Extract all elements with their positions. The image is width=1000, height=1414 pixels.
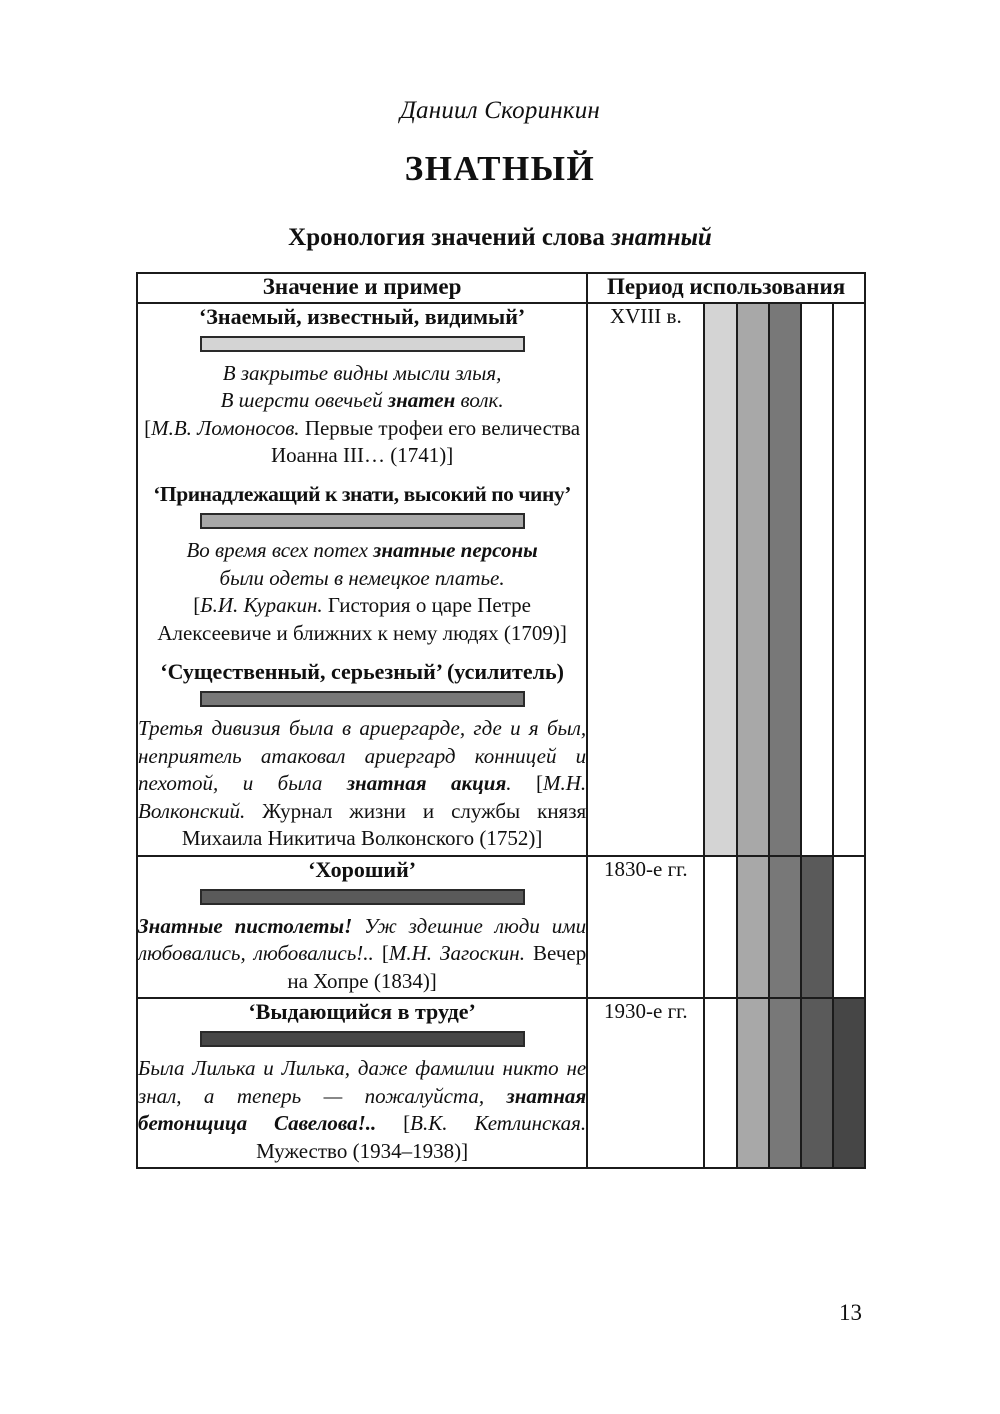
sense-block — [138, 304, 586, 470]
quote-source: [М.Н. Волконский. Журнал жизни и службы князя Михаила Никитича Волконского (1752)] — [138, 771, 587, 851]
period-segment — [801, 303, 833, 856]
header-period: Период использования — [587, 273, 865, 303]
caption-prefix: Хронология значений слова — [288, 224, 612, 251]
table-caption — [0, 224, 1000, 252]
period-segment — [769, 998, 801, 1168]
quote-source: [В.К. Кетлинская. Мужество (1934–1938)] — [256, 1111, 587, 1163]
period-segment — [801, 998, 833, 1168]
sense-quote — [138, 537, 586, 647]
page-number: 13 — [839, 1300, 862, 1325]
author-name: Даниил Скоринкин — [399, 97, 601, 124]
quote-line: Третья дивизия была в ариергарде, где и я был, неприятель атаковал ариергард конницей и пехотой, и была знатная акция. — [138, 716, 587, 796]
page-title: ЗНАТНЫЙ — [404, 149, 596, 188]
table-row — [137, 303, 865, 856]
sense-block — [138, 659, 586, 852]
sense-scale-bar — [200, 889, 525, 905]
sense-block — [138, 857, 586, 995]
meaning-cell — [137, 998, 587, 1168]
quote-line: были одеты в немецкое платье. — [219, 565, 505, 590]
period-segment — [737, 303, 769, 856]
period-segment — [737, 856, 769, 998]
period-segment — [801, 856, 833, 998]
period-segment — [833, 303, 865, 856]
meaning-cell — [137, 303, 587, 856]
sense-title: ‘Существенный, серьезный’ (усилитель) — [160, 659, 564, 685]
sense-title: ‘Знаемый, известный, видимый’ — [198, 304, 526, 329]
quote-line: В закрытье видны мысли злыя, — [222, 360, 502, 385]
meaning-cell — [137, 856, 587, 998]
period-segment — [704, 856, 736, 998]
sense-title: ‘Хороший’ — [308, 856, 417, 882]
sense-quote — [138, 715, 586, 853]
quote-source: [Б.И. Куракин. Гистория о царе Петре Алексеевиче и ближних к нему людях (1709)] — [157, 593, 567, 645]
period-segment — [833, 856, 865, 998]
sense-block — [138, 482, 586, 647]
period-segment — [833, 998, 865, 1168]
sense-block — [138, 999, 586, 1165]
table-header-row — [137, 273, 865, 303]
quote-line: В шерсти овечьей знатен волк. — [220, 388, 504, 413]
quote-line: Была Лилька и Лилька, даже фамилии никто не знал, а теперь — пожалуйста, знатная бетонщица Савелова!.. — [138, 1056, 587, 1136]
quote-line: Во время всех потех знатные персоны — [186, 538, 538, 563]
quote-line: Знатные пистолеты! Уж здешние люди ими любовались, любовались!.. — [138, 913, 587, 966]
period-segment — [704, 303, 736, 856]
period-segment — [704, 998, 736, 1168]
sense-scale-bar — [200, 513, 525, 529]
chronology-table — [136, 272, 866, 1169]
sense-scale-bar — [200, 336, 525, 352]
header-meaning: Значение и пример — [137, 273, 587, 303]
table-row — [137, 998, 865, 1168]
table-row — [137, 856, 865, 998]
quote-source: [М.В. Ломоносов. Первые трофеи его величества Иоанна III… (1741)] — [144, 415, 581, 468]
period-label-text: 1930-е гг. — [604, 999, 688, 1024]
period-segment — [769, 856, 801, 998]
sense-title: ‘Выдающийся в труде’ — [248, 999, 476, 1025]
sense-scale-bar — [200, 691, 525, 707]
quote-source: [М.Н. Загоскин. Вечер на Хопре (1834)] — [287, 941, 587, 993]
caption-headword: знатный — [611, 224, 712, 251]
period-segment — [737, 998, 769, 1168]
sense-title: ‘Принадлежащий к знати, высокий по чину’ — [153, 481, 571, 506]
period-label: 1830-е гг. — [587, 856, 704, 998]
sense-scale-bar — [200, 1031, 525, 1047]
sense-quote — [138, 1055, 586, 1165]
period-segment — [769, 303, 801, 856]
sense-quote — [138, 913, 586, 996]
sense-quote — [138, 360, 586, 470]
period-label — [587, 998, 704, 1168]
period-label: XVIII в. — [587, 303, 704, 856]
